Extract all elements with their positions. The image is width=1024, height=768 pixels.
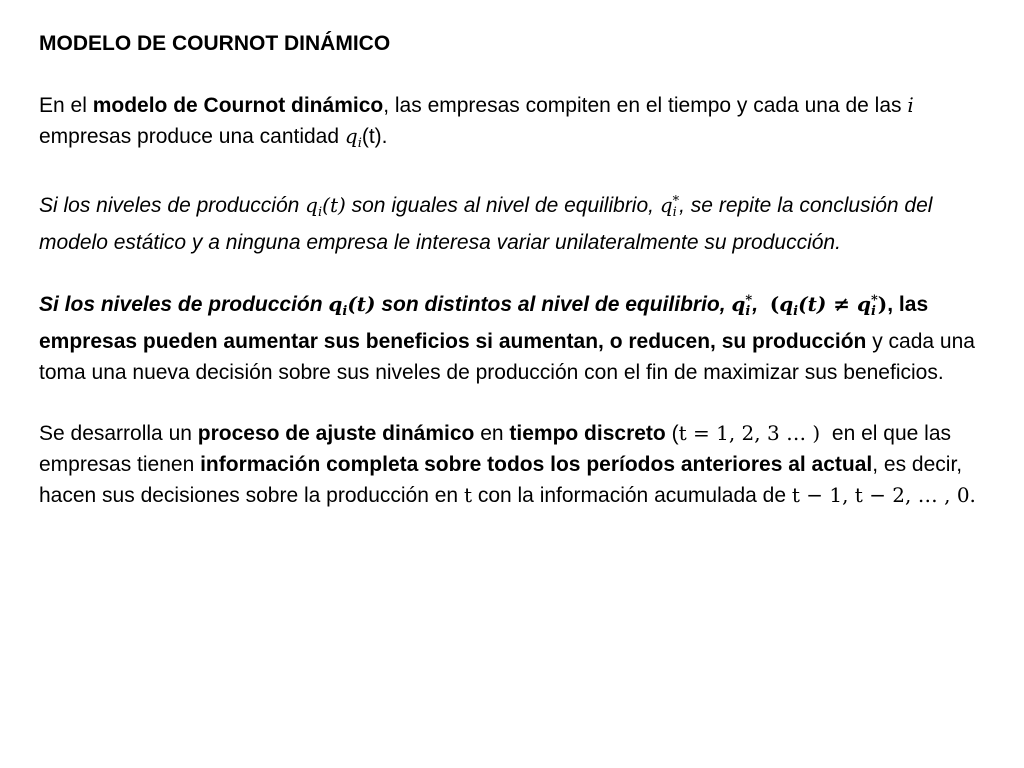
- math-subscript: i: [672, 204, 677, 220]
- math-paren: (: [769, 291, 780, 316]
- text: En el: [39, 93, 93, 117]
- math-var: q: [659, 192, 673, 217]
- math-subscript: i: [793, 303, 799, 319]
- paragraph-adjustment-process: [39, 418, 989, 512]
- text: , se repite la conclusión del modelo estático y a ninguna empresa le interesa variar unilateralmente su producción.: [39, 193, 933, 254]
- math-var: q: [305, 192, 318, 217]
- math-arg: (t): [347, 291, 376, 316]
- slide-title: MODELO DE COURNOT DINÁMICO: [39, 32, 391, 55]
- text: y cada una toma una nueva decisión sobre sus niveles de producción con el fin de maximizar sus beneficios.: [39, 330, 975, 384]
- text: , es decir, hacen sus decisiones sobre la producción en: [39, 452, 963, 507]
- bold-statement: las empresas pueden aumentar sus beneficios si aumentan, o reducen, su producción: [39, 292, 929, 353]
- text: (t).: [361, 125, 388, 148]
- spacer: [39, 259, 989, 289]
- math-supsub: [870, 292, 878, 319]
- text: Se desarrolla un: [39, 422, 198, 445]
- math-var: q: [731, 291, 746, 316]
- text: en: [474, 422, 510, 445]
- math-var: i: [907, 92, 914, 117]
- spacer: [39, 160, 989, 190]
- text: , las empresas compiten en el tiempo y cada una de las: [383, 93, 908, 117]
- bold-term: proceso de ajuste dinámico: [197, 422, 475, 445]
- math-subscript: i: [342, 303, 348, 319]
- text: en el que las empresas tienen: [39, 422, 957, 476]
- math-arg: (t): [322, 192, 346, 217]
- bold-term: tiempo discreto: [509, 422, 666, 445]
- math-subscript: i: [745, 303, 751, 319]
- math-expression: t = 1, 2, 3 … ): [678, 421, 821, 445]
- math-paren: ): [877, 291, 888, 316]
- math-subscript: i: [870, 303, 876, 319]
- text: Si los niveles de producción: [39, 292, 329, 316]
- math-superscript: *: [672, 193, 680, 209]
- bold-term: modelo de Cournot dinámico: [92, 93, 384, 117]
- math-expression: t − 1, t − 2, … , 0.: [791, 483, 976, 507]
- spacer: [39, 388, 989, 418]
- paragraph-intro: [39, 90, 989, 160]
- math-subscript: i: [317, 204, 323, 220]
- math-var: q: [856, 291, 871, 316]
- math-superscript: *: [745, 292, 753, 308]
- text: empresas produce una cantidad: [39, 125, 345, 148]
- text: con la información acumulada de: [471, 484, 792, 507]
- text: Si los niveles de producción: [39, 193, 306, 217]
- paragraph-different-levels: [39, 289, 989, 389]
- math-var: q: [344, 124, 358, 148]
- text: ,: [752, 292, 770, 316]
- text: (: [665, 422, 679, 445]
- math-var: q: [328, 291, 343, 316]
- paragraph-equal-levels: [39, 190, 989, 259]
- math-var: q: [779, 291, 794, 316]
- math-var: t: [463, 483, 472, 507]
- text: son iguales al nivel de equilibrio,: [345, 193, 660, 217]
- text: son distintos al nivel de equilibrio,: [375, 292, 732, 316]
- math-superscript: *: [870, 292, 878, 308]
- slide-content: [39, 29, 989, 512]
- math-arg: (t) ≠: [798, 291, 857, 316]
- spacer: [39, 60, 989, 90]
- bold-term: información completa sobre todos los períodos anteriores al actual: [200, 452, 873, 476]
- text: ,: [887, 292, 894, 316]
- math-subscript: i: [357, 136, 362, 151]
